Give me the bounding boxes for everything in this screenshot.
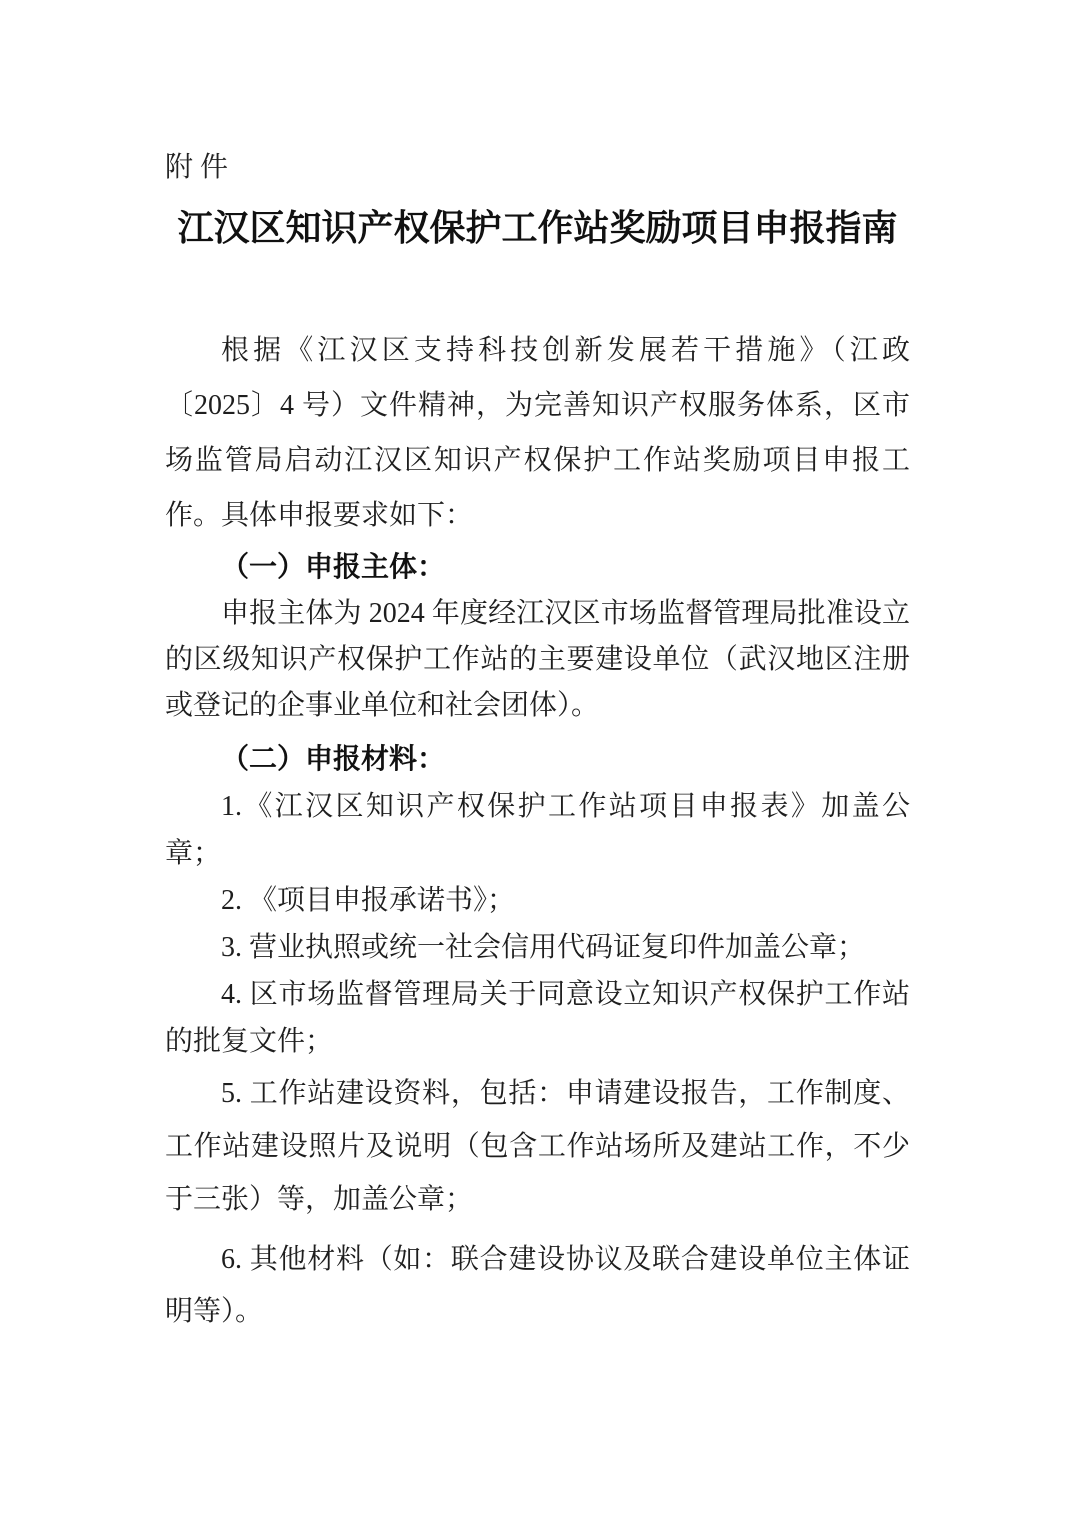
material-item-5: 5. 工作站建设资料，包括：申请建设报告，工作制度、工作站建设照片及说明（包含工作站场所及建站工作，不少于三张）等，加盖公章； <box>165 1078 910 1215</box>
attachment-label: 附件 <box>165 152 236 183</box>
material-item-4: 4. 区市场监督管理局关于同意设立知识产权保护工作站的批复文件； <box>165 979 910 1057</box>
document-title: 江汉区知识产权保护工作站奖励项目申报指南 <box>177 208 898 248</box>
section-1-heading: （一）申报主体： <box>221 551 446 582</box>
section-2-heading: （二）申报材料： <box>221 743 446 774</box>
intro-paragraph: 根据《江汉区支持科技创新发展若干措施》（江政〔2025〕4 号）文件精神，为完善知识产权服务体系，区市场监管局启动江汉区知识产权保护工作站奖励项目申报工作。具体申报要求如下： <box>165 335 910 531</box>
material-item-2: 2. 《项目申报承诺书》； <box>221 885 516 916</box>
material-item-1: 1.《江汉区知识产权保护工作站项目申报表》加盖公章； <box>165 791 910 869</box>
section-1-body: 申报主体为 2024 年度经江汉区市场监督管理局批准设立的区级知识产权保护工作站的主要建设单位（武汉地区注册或登记的企事业单位和社会团体）。 <box>165 598 910 721</box>
material-item-3: 3. 营业执照或统一社会信用代码证复印件加盖公章； <box>221 932 866 963</box>
material-item-6: 6. 其他材料（如：联合建设协议及联合建设单位主体证明等）。 <box>165 1244 910 1327</box>
